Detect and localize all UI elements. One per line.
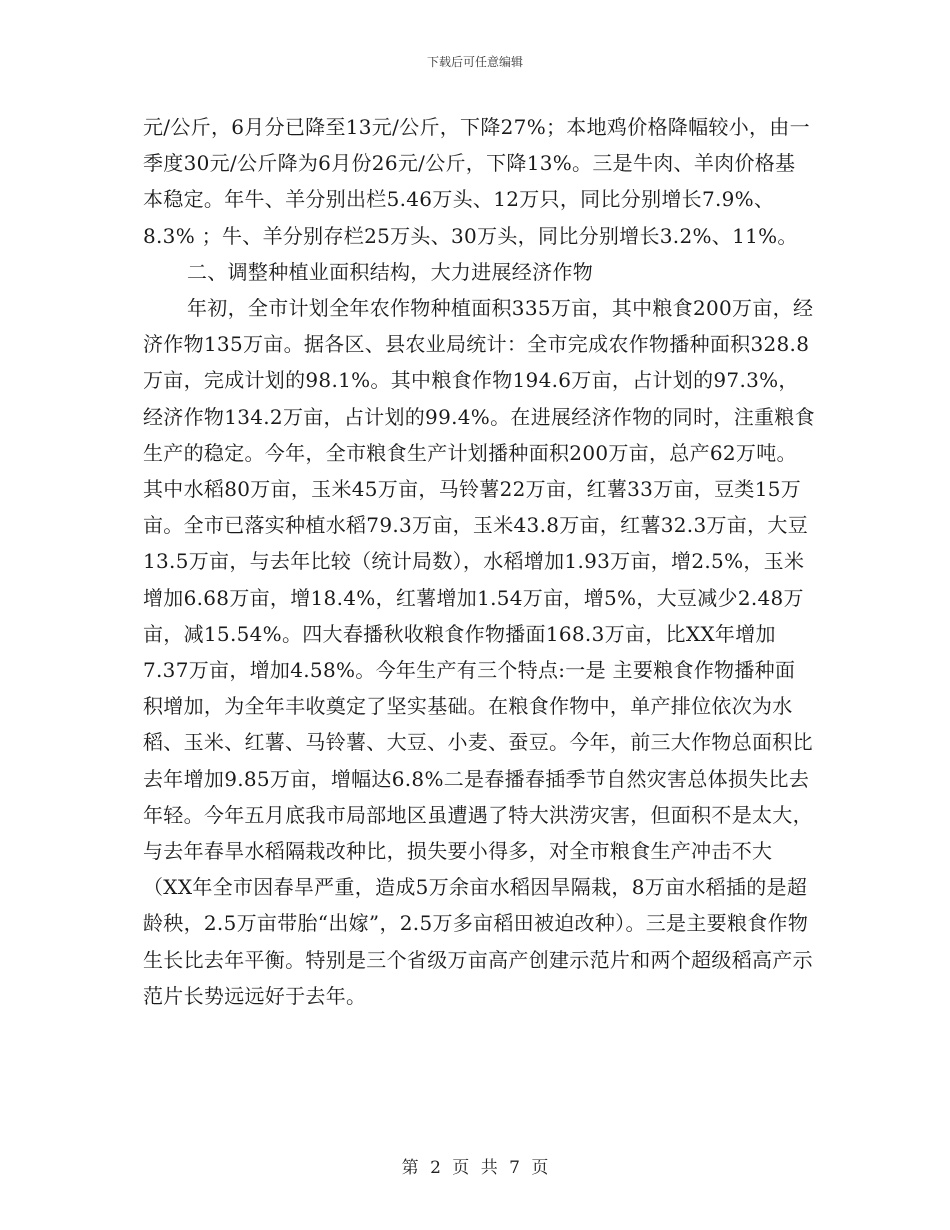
paragraph-livestock-prices: 元/公斤，6月分已降至13元/公斤，下降27%；本地鸡价格降幅较小，由一季度30元/公斤降为6月份26元/公斤，下降13%。三是牛肉、羊肉价格基本稳定。年牛、羊分别出栏5.46万头、12万只，同比分别增长7.9%、8.3% ；牛、羊分别存栏25万头、30万头，同比分别增长3.2%、11%。 [143, 115, 810, 248]
document-body [143, 109, 815, 1014]
paragraph-planting-area: 年初，全市计划全年农作物种植面积335万亩，其中粮食200万亩，经济作物135万亩。据各区、县农业局统计：全市完成农作物播种面积328.8万亩，完成计划的98.1%。其中粮食作物194.6万亩，占计划的97.3%，经济作物134.2万亩，占计划的99.4%。在进展经济作物的同时，注重粮食生产的稳定。今年，全市粮食生产计划播种面积200万亩，总产62万吨。其中水稻80万亩，玉米45万亩，马铃薯22万亩，红薯33万亩，豆类15万亩。全市已落实种植水稻79.3万亩，玉米43.8万亩，红薯32.3万亩，大豆13.5万亩，与去年比较（统计局数），水稻增加1.93万亩，增2.5%，玉米增加6.68万亩，增18.4%，红薯增加1.54万亩，增5%，大豆减少2.48万亩，减15.54%。四大春播秋收粮食作物播面168.3万亩，比XX年增加7.37万亩，增加4.58%。今年生产有三个特点:一是 主要粮食作物播种面积增加，为全年丰收奠定了坚实基础。在粮食作物中，单产排位依次为水稻、玉米、红薯、马铃薯、大豆、小麦、蚕豆。今年，前三大作物总面积比去年增加9.85万亩，增幅达6.8%二是春播春插季节自然灾害总体损失比去年轻。今年五月底我市局部地区虽遭遇了特大洪涝灾害，但面积不是太大，与去年春旱水稻隔栽改种比，损失要小得多，对全市粮食生产冲击不大（XX年全市因春旱严重，造成5万余亩水稻因旱隔栽，8万亩水稻插的是超龄秧，2.5万亩带胎“出嫁”，2.5万多亩稻田被迫改种）。三是主要粮食作物生长比去年平衡。特别是三个省级万亩高产创建示范片和两个超级稻高产示范片长势远远好于去年。 [143, 296, 815, 1008]
page-number: 第 2 页 共 7 页 [401, 1158, 549, 1178]
section-heading: 二、调整种植业面积结构，大力进展经济作物 [187, 259, 593, 284]
page-header: 下载后可任意编辑 [426, 55, 523, 69]
